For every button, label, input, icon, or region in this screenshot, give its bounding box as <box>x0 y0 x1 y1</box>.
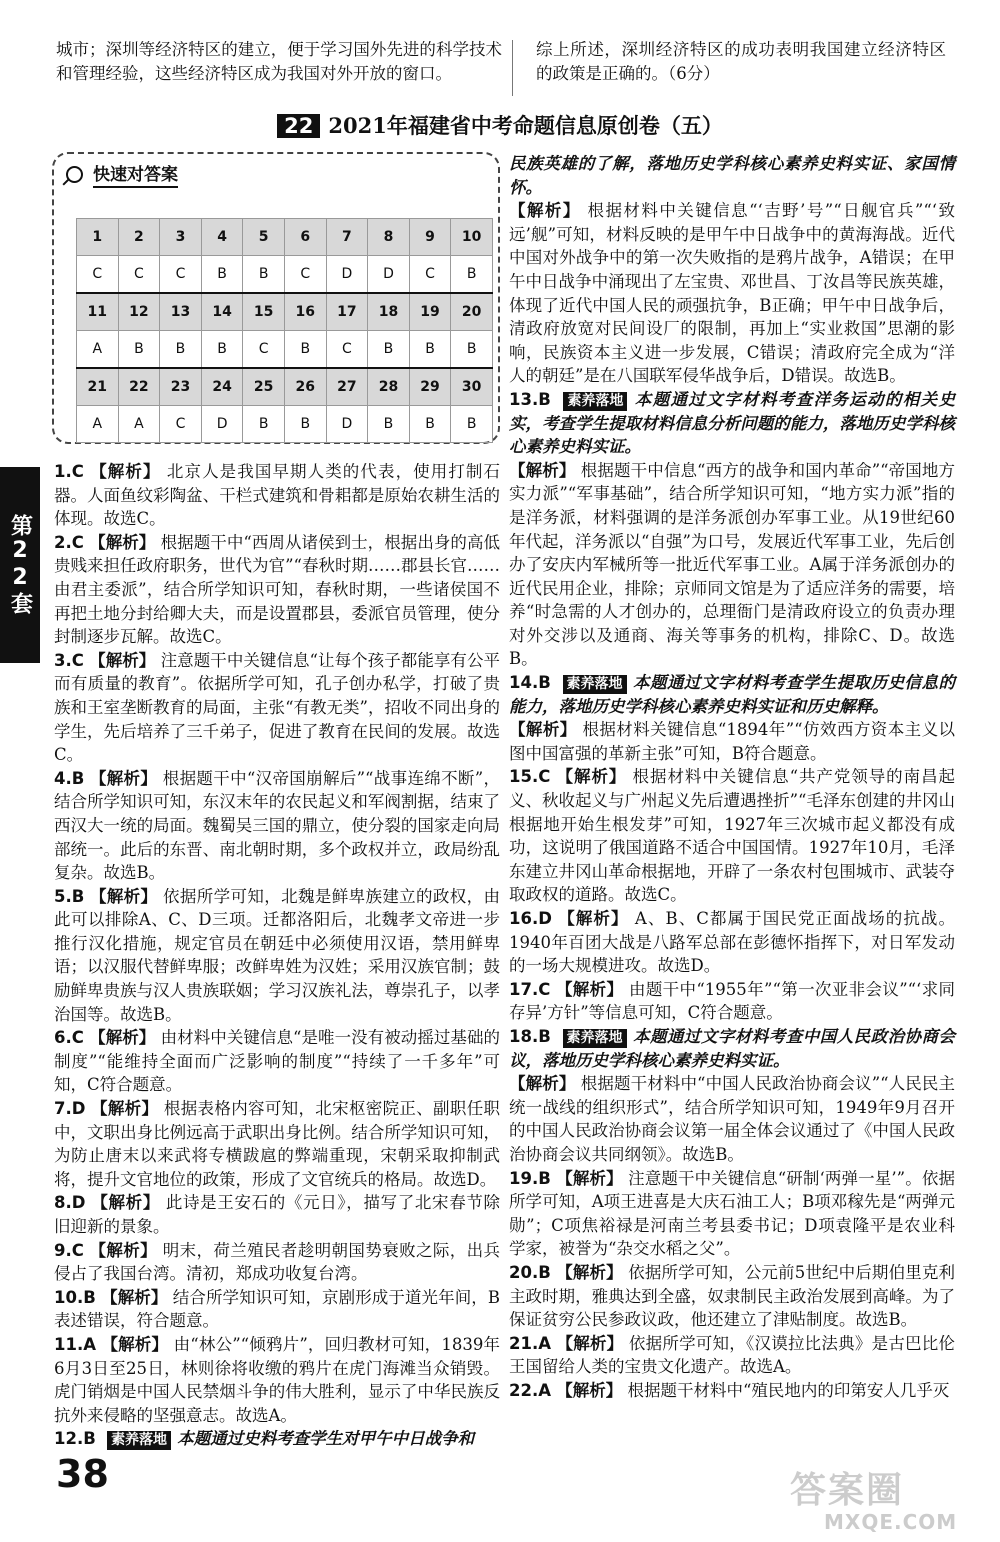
answer-value-cell: A <box>77 331 119 369</box>
answer-number-cell: 30 <box>451 368 493 406</box>
answer-explanation <box>54 1286 500 1333</box>
answer-explanation <box>509 718 955 765</box>
explanation-text: 由“林公”“倾鸦片”，回归教材可知，1839年6月3日至25日，林则徐将收缴的鸦片在虎门海滩当众销毁。虎门销烟是中国人民禁烟斗争的伟大胜利，显示了中华民族反抗外来侵略的坚强意志。故选A。 <box>54 1334 501 1425</box>
analysis-tag: 【解析】 <box>556 1168 623 1188</box>
question-number: 3.C <box>54 650 84 670</box>
answer-explanation <box>509 671 955 718</box>
top-right-text: 综上所述，深圳经济特区的成功表明我国建立经济特区的政策是正确的。（6分） <box>536 40 946 83</box>
answer-value-cell: C <box>160 256 202 294</box>
explanation-text: 依据所学可知，《汉谟拉比法典》是古巴比伦王国留给人类的宝贵文化遗产。故选A。 <box>509 1333 956 1377</box>
answer-value-cell: D <box>368 256 410 294</box>
answer-number-row <box>77 219 493 256</box>
answer-explanation <box>54 531 500 649</box>
answer-heading <box>66 160 178 188</box>
answer-number-cell: 22 <box>118 368 160 406</box>
literacy-note: 本题通过文字材料考查学生提取历史信息的能力，落地历史学科核心素养史料实证和历史解释。 <box>509 673 955 716</box>
literacy-badge: 素养落地 <box>107 1431 171 1450</box>
answer-value-row <box>77 406 493 443</box>
explanation-text: 根据材料关键信息“1894年”“仿效西方资本主义以图中国富强的革新主张”可知，B符合题意。 <box>509 720 955 763</box>
top-left-text: 城市；深圳等经济特区的建立，便于学习国外先进的科学技术和管理经验，这些经济特区成为我国对外开放的窗口。 <box>56 40 502 83</box>
page-number: 38 <box>56 1452 109 1496</box>
analysis-tag: 【解析】 <box>89 768 158 788</box>
question-number: 21.A <box>509 1333 551 1353</box>
answer-value-row <box>77 256 493 294</box>
explanation-text: 根据题干材料中“殖民地内的印第安人几乎灭 <box>627 1380 950 1400</box>
analysis-tag: 【解析】 <box>556 1262 623 1282</box>
analysis-tag: 【解析】 <box>90 462 161 481</box>
analysis-tag: 【解析】 <box>509 720 577 740</box>
answer-value-cell: B <box>368 331 410 369</box>
answer-number-cell: 1 <box>77 219 119 256</box>
question-number: 6.C <box>54 1028 84 1048</box>
answer-explanation <box>509 1167 955 1261</box>
answer-value-cell: B <box>368 406 410 443</box>
watermark-logo: 答案圈 <box>790 1470 905 1511</box>
answer-number-row <box>77 368 493 406</box>
question-number: 18.B <box>509 1026 551 1046</box>
answer-explanation <box>509 152 955 199</box>
analysis-tag: 【解析】 <box>89 886 158 906</box>
analysis-tag: 【解析】 <box>91 1193 160 1213</box>
watermark-url: MXQE.COM <box>824 1510 958 1534</box>
answer-number-cell: 21 <box>77 368 119 406</box>
analysis-tag: 【解析】 <box>89 532 156 552</box>
answer-table <box>76 218 493 443</box>
right-column <box>509 152 955 1402</box>
answer-value-cell: A <box>77 406 119 443</box>
analysis-tag: 【解析】 <box>89 1240 158 1260</box>
literacy-badge: 素养落地 <box>563 675 627 694</box>
answer-number-cell: 11 <box>77 293 119 331</box>
answer-number-cell: 13 <box>160 293 202 331</box>
explanation-text: 北京人是我国早期人类的代表，使用打制石器。人面鱼纹彩陶盆、干栏式建筑和骨耜都是原始农耕生活的体现。故选C。 <box>54 462 501 529</box>
answer-number-cell: 26 <box>284 368 326 406</box>
question-number: 9.C <box>54 1240 84 1260</box>
answer-value-cell: B <box>160 331 202 369</box>
answer-value-cell: C <box>160 406 202 443</box>
question-number: 15.C <box>509 767 551 787</box>
answer-number-cell: 18 <box>368 293 410 331</box>
answer-box <box>52 152 500 444</box>
explanation-text: 根据表格内容可知，北宋枢密院正、副职任职中，文职出身比例远高于武职出身比例。结合所学知识可知，为防止唐末以来武将专横跋扈的弊端重现，宋朝采取抑制武将，提升文官地位的政策，形成了文官统兵的格局。故选D。 <box>54 1099 501 1189</box>
answer-explanation <box>509 978 955 1025</box>
answer-value-cell: B <box>451 331 493 369</box>
search-icon <box>66 166 83 183</box>
analysis-tag: 【解析】 <box>509 201 581 221</box>
explanation-text: 根据题干中“西周从诸侯到士，根据出身的高低贵贱来担任政府职务，世代为官”“春秋时期……郡县长官……由君主委派”，结合所学知识可知，春秋时期，一些诸侯国不再把土地分封给卿大夫，而是设置郡县，委派官员管理，使分封制逐步瓦解。故选C。 <box>54 532 501 647</box>
literacy-note: 本题通过文字材料考查中国人民政治协商会议，落地历史学科核心素养史料实证。 <box>509 1026 955 1070</box>
column-divider <box>512 40 513 96</box>
explanation-text: 明末，荷兰殖民者趁明朝国势衰败之际，出兵侵占了我国台湾。清初，郑成功收复台湾。 <box>54 1240 501 1284</box>
answer-explanation <box>54 1026 500 1097</box>
answer-value-cell: D <box>326 406 368 443</box>
analysis-tag: 【解析】 <box>101 1287 168 1307</box>
answer-value-cell: B <box>409 331 451 369</box>
literacy-note: 民族英雄的了解，落地历史学科核心素养史料实证、家国情怀。 <box>509 154 955 197</box>
answer-number-cell: 19 <box>409 293 451 331</box>
answer-value-cell: B <box>243 406 285 443</box>
literacy-badge: 素养落地 <box>563 1029 627 1048</box>
answer-value-cell: A <box>118 406 160 443</box>
answer-number-cell: 5 <box>243 219 285 256</box>
answer-number-cell: 10 <box>451 219 493 256</box>
answer-number-cell: 24 <box>201 368 243 406</box>
answer-explanation <box>54 649 500 767</box>
set-title <box>0 110 1000 140</box>
answer-explanation <box>509 199 955 388</box>
side-tab: 第22套 <box>0 467 40 663</box>
analysis-tag: 【解析】 <box>558 909 629 928</box>
answer-value-cell: C <box>284 256 326 294</box>
analysis-tag: 【解析】 <box>556 1380 623 1400</box>
analysis-tag: 【解析】 <box>556 1333 624 1353</box>
answer-number-cell: 27 <box>326 368 368 406</box>
answer-number-cell: 3 <box>160 219 202 256</box>
explanation-text: 注意题干中关键信息“研制‘两弹一星’”。依据所学可知，A项王进喜是大庆石油工人；B项邓稼先是“两弹元勋”；C项焦裕禄是河南兰考县委书记；D项袁隆平是农业科学家，被誉为“杂交水稻之父”。 <box>509 1168 955 1259</box>
question-number: 11.A <box>54 1334 96 1354</box>
analysis-tag: 【解析】 <box>509 1074 576 1094</box>
question-number: 10.B <box>54 1287 96 1307</box>
answer-number-cell: 25 <box>243 368 285 406</box>
analysis-tag: 【解析】 <box>555 979 624 999</box>
explanation-text: 根据题干材料中“中国人民政治协商会议”“人民民主统一战线的组织形式”，结合所学知识可知，1949年9月召开的中国人民政治协商会议第一届全体会议通过了《中国人民政治协商会议共同纲领》。故选B。 <box>509 1074 955 1164</box>
answer-value-cell: B <box>243 256 285 294</box>
answer-number-cell: 14 <box>201 293 243 331</box>
explanation-text: 依据所学可知，公元前5世纪中后期伯里克利主政时期，雅典达到全盛，奴隶制民主政治发展到高峰。为了保证贫穷公民参政议政，他还建立了津贴制度。故选B。 <box>509 1262 956 1330</box>
answer-value-cell: B <box>451 406 493 443</box>
analysis-tag: 【解析】 <box>101 1334 169 1354</box>
explanation-text: 由材料中关键信息“是唯一没有被动摇过基础的制度”“能维持全面而广泛影响的制度”“持续了一千多年”可知，C符合题意。 <box>54 1028 501 1095</box>
answer-number-cell: 29 <box>409 368 451 406</box>
answer-number-cell: 9 <box>409 219 451 256</box>
answer-number-cell: 7 <box>326 219 368 256</box>
answer-value-cell: B <box>201 331 243 369</box>
answer-value-cell: B <box>284 331 326 369</box>
explanation-text: 依据所学可知，北魏是鲜卑族建立的政权，由此可以排除A、C、D三项。迁都洛阳后，北魏孝文帝进一步推行汉化措施，规定官员在朝廷中必须使用汉语，禁用鲜卑语；以汉服代替鲜卑服；改鲜卑姓为汉姓；采用汉族官制；鼓励鲜卑贵族与汉人贵族联姻；学习汉族礼法，尊崇孔子，以孝治国等。故选B。 <box>54 886 501 1024</box>
analysis-tag: 【解析】 <box>509 460 576 480</box>
explanation-text: 根据题干中信息“西方的战争和国内革命”“帝国地方实力派”“军事基础”，结合所学知识可知，“地方实力派”指的是洋务派，材料强调的是洋务派创办军事工业。从19世纪60年代起，洋务派以“自强”为口号，发展近代军事工业，先后创办了安庆内军械所等一批近代军事工业。A属于洋务派创办的近代民用企业，排除；京师同文馆是为了适应洋务的需要，培养“时急需的人才创办的，总理衙门是清政府设立的负责办理对外交涉以及通商、海关等事务的机构，排除C、D。故选B。 <box>509 460 955 669</box>
explanation-text: 根据材料中关键信息“共产党领导的南昌起义、秋收起义与广州起义先后遭遇挫折”“毛泽东创建的井冈山根据地开始生根发芽”可知，1927年三次城市起义都没有成功，这说明了俄国道路不适合中国国情。1927年10月，毛泽东建立井冈山革命根据地，开辟了一条农村包围城市、武装夺取政权的道路。故选C。 <box>509 767 956 905</box>
answer-value-cell: C <box>409 256 451 294</box>
analysis-tag: 【解析】 <box>556 767 627 787</box>
question-number: 17.C <box>509 979 551 999</box>
answer-value-row <box>77 331 493 369</box>
answer-explanation <box>509 1379 955 1403</box>
watermark <box>790 1462 980 1534</box>
question-number: 19.B <box>509 1168 551 1188</box>
left-column <box>54 460 500 1451</box>
literacy-note: 本题通过史料考查学生对甲午中日战争和 <box>177 1429 475 1449</box>
answer-number-cell: 15 <box>243 293 285 331</box>
question-number: 14.B <box>509 673 551 693</box>
answer-number-cell: 16 <box>284 293 326 331</box>
answer-explanation <box>54 1191 500 1238</box>
answer-explanation <box>54 885 500 1027</box>
literacy-badge: 素养落地 <box>563 392 627 411</box>
answer-value-cell: B <box>284 406 326 443</box>
answer-explanation <box>54 1427 500 1451</box>
answer-value-cell: B <box>201 256 243 294</box>
answer-explanation <box>509 459 955 671</box>
answer-explanation <box>54 460 500 531</box>
answer-number-cell: 23 <box>160 368 202 406</box>
question-number: 1.C <box>54 462 84 481</box>
literacy-note: 本题通过文字材料考查洋务运动的相关史实，考查学生提取材料信息分析问题的能力，落地历史学科核心素养史料实证。 <box>509 389 956 457</box>
analysis-tag: 【解析】 <box>91 1099 159 1119</box>
explanation-text: 根据材料中关键信息“‘吉野’号”“日舰官兵”“‘致远’舰”可知，材料反映的是甲午中日战争中的黄海海战。近代中国对外战争中的第一次失败指的是鸦片战争，A错误；在甲午中日战争中涌现出了左宝贵、邓世昌、丁汝昌等民族英雄，体现了近代中国人民的顽强抗争，B正确；甲午中日战争后，清政府放宽对民间设厂的限制，再加上“实业救国”思潮的影响，民族资本主义进一步发展，C错误；清政府完全成为“洋人的朝廷”是在八国联军侵华战争后，D错误。故选B。 <box>509 201 955 386</box>
answer-value-cell: D <box>326 256 368 294</box>
answer-explanation <box>54 1333 500 1427</box>
explanation-text: 由题干中“1955年”“第一次亚非会议”“‘求同存异’方针”等信息可知，C符合题意。 <box>509 979 956 1023</box>
answer-value-cell: C <box>326 331 368 369</box>
set-title-text: 2021年福建省中考命题信息原创卷（五） <box>328 113 723 138</box>
answer-explanation <box>509 388 955 459</box>
answer-number-cell: 17 <box>326 293 368 331</box>
explanation-text: A、B、C都属于国民党正面战场的抗战。1940年百团大战是八路军总部在彭德怀指挥下，对日军发动的一场大规模进攻。故选D。 <box>509 909 956 976</box>
answer-explanation <box>509 1332 955 1379</box>
question-number: 8.D <box>54 1193 86 1213</box>
question-number: 22.A <box>509 1380 551 1400</box>
question-number: 4.B <box>54 768 85 788</box>
answer-number-cell: 4 <box>201 219 243 256</box>
answer-explanation <box>509 1072 955 1166</box>
answer-explanation <box>54 767 500 885</box>
explanation-text: 此诗是王安石的《元日》，描写了北宋春节除旧迎新的景象。 <box>54 1193 501 1236</box>
answer-value-cell: C <box>243 331 285 369</box>
answer-value-cell: C <box>77 256 119 294</box>
explanation-text: 注意题干中关键信息“让每个孩子都能享有公平而有质量的教育”。依据所学可知，孔子创办私学，打破了贵族和王室垄断教育的局面，主张“有教无类”，招收不同出身的学生，先后培养了三千弟子，促进了教育在民间的发展。故选C。 <box>54 650 501 765</box>
answer-number-cell: 2 <box>118 219 160 256</box>
answer-value-cell: B <box>451 256 493 294</box>
question-number: 2.C <box>54 532 84 552</box>
answer-value-cell: D <box>201 406 243 443</box>
answer-value-cell: B <box>409 406 451 443</box>
set-number-badge: 22 <box>277 114 320 138</box>
question-number: 7.D <box>54 1099 86 1119</box>
question-number: 12.B <box>54 1429 96 1449</box>
explanation-text: 结合所学知识可知，京剧形成于道光年间，B表述错误，符合题意。 <box>54 1287 500 1331</box>
answer-explanation <box>509 907 955 978</box>
answer-number-cell: 20 <box>451 293 493 331</box>
answer-explanation <box>509 765 955 907</box>
analysis-tag: 【解析】 <box>89 1028 156 1048</box>
answer-number-cell: 12 <box>118 293 160 331</box>
answer-value-cell: B <box>118 331 160 369</box>
explanation-text: 根据题干中“汉帝国崩解后”“战事连绵不断”，结合所学知识可知，东汉末年的农民起义和军阀割据，结束了西汉大一统的局面。魏蜀吴三国的鼎立，使分裂的国家走向局部统一。此后的东晋、南北朝时期，多个政权并立，政局纷乱复杂。故选B。 <box>54 768 501 883</box>
answer-heading-text: 快速对答案 <box>93 160 178 188</box>
question-number: 13.B <box>509 389 551 409</box>
answer-number-row <box>77 293 493 331</box>
answer-explanation <box>509 1025 955 1072</box>
answer-number-cell: 8 <box>368 219 410 256</box>
answer-number-cell: 28 <box>368 368 410 406</box>
question-number: 16.D <box>509 909 552 928</box>
question-number: 5.B <box>54 886 85 906</box>
answer-explanation <box>54 1239 500 1286</box>
answer-value-cell: C <box>118 256 160 294</box>
question-number: 20.B <box>509 1262 551 1282</box>
answer-explanation <box>509 1261 955 1332</box>
analysis-tag: 【解析】 <box>89 650 156 670</box>
answer-explanation <box>54 1097 500 1191</box>
answer-number-cell: 6 <box>284 219 326 256</box>
